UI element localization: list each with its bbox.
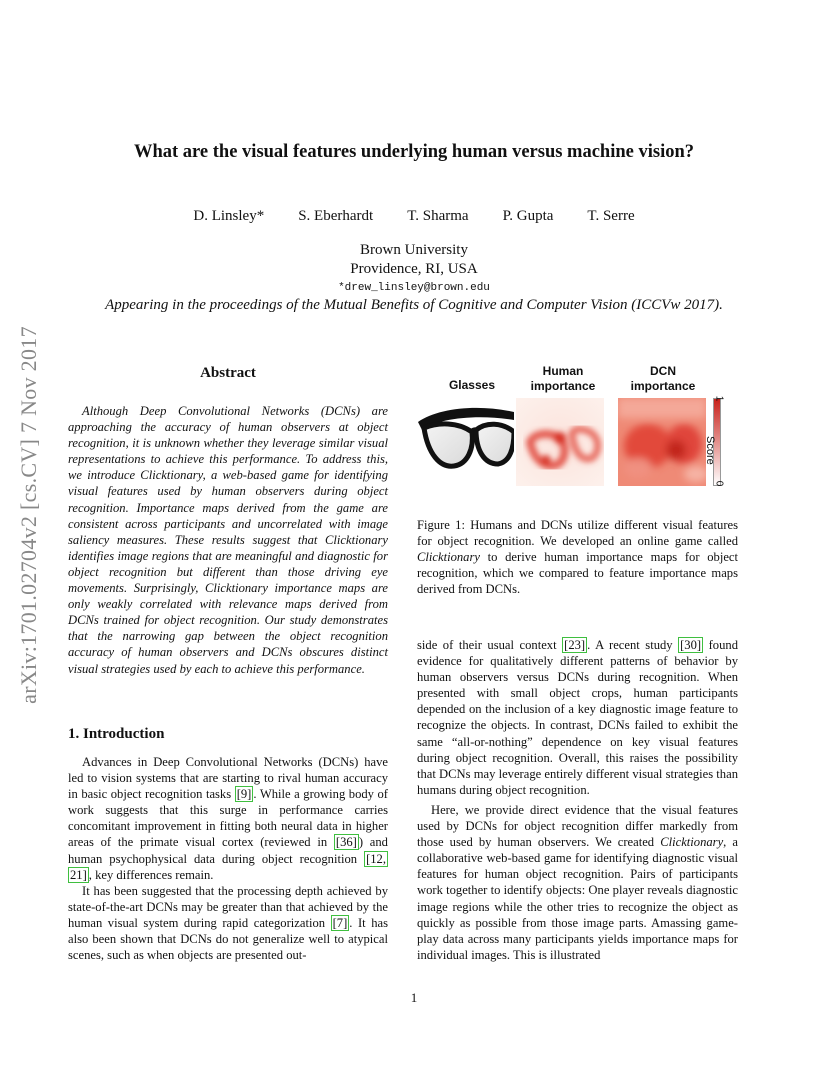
citation-link[interactable]: [36] bbox=[335, 835, 357, 850]
colorbar-max-label: 1 bbox=[713, 395, 725, 402]
figure-label-glasses: Glasses bbox=[448, 378, 496, 392]
colorbar-title: Score bbox=[704, 436, 716, 465]
author-list bbox=[0, 208, 828, 225]
arxiv-identifier bbox=[14, 290, 44, 740]
citation-link[interactable]: [23] bbox=[564, 638, 586, 652]
glasses-image bbox=[418, 398, 514, 486]
intro-paragraph: Advances in Deep Convolutional Networks (DCNs) have led to vision systems that are starting to rival human accuracy in basic object recognition tasks [9] . While a growing body of work suggests that this surge in performance carries concomitant improvement in fitting both neural data in higher areas of the primate visual cortex (reviewed in [36] ) and human psychophysical data during object recognition [12, 21] , key differences remain. bbox=[68, 755, 388, 882]
venue-note: Appearing in the proceedings of the Mutual Benefits of Cognitive and Computer Vision (ICCVw 2017). bbox=[105, 297, 723, 313]
section-heading-introduction: 1. Introduction bbox=[68, 726, 165, 742]
author-name: D. Linsley* bbox=[193, 208, 265, 224]
colorbar-min-label: 0 bbox=[713, 480, 725, 487]
affiliation: Brown University bbox=[360, 242, 468, 258]
dcn-importance-map bbox=[618, 398, 706, 486]
body-paragraph: side of their usual context [23] . A recent study [30] found evidence for qualitatively different patterns of behavior by human observers versus DCNs during recognition. When presented with small object crops, human participants depended on the inclusion of a key diagnostic image feature to recognize the objects. In contrast, DCNs failed to exhibit the same “all-or-nothing” dependence on key visual features during object recognition. Overall, this raises the possibility that DCNs may leverage entirely different visual strategies than humans during object recognition. bbox=[417, 638, 738, 797]
author-name: S. Eberhardt bbox=[298, 208, 374, 224]
page-number: 1 bbox=[410, 990, 418, 1005]
citation-link[interactable]: [30] bbox=[680, 638, 702, 652]
author-name: T. Serre bbox=[587, 208, 635, 224]
abstract-text: Although Deep Convolutional Networks (DCNs) are approaching the accuracy of human observers at object recognition, it is unknown whether they leverage similar visual representations to achieve this performance. To address this, we introduce Clicktionary, a web-based game for identifying visual features used by human observers during object recognition. Importance maps derived from the game are consistent across participants and uncorrelated with image saliency measures. These results suggest that Clicktionary identifies image regions that are meaningful and diagnostic for object recognition but different than those driving eye movements. Surprisingly, Clicktionary importance maps are only weakly correlated with relevance maps derived from DCNs trained for object recognition. Our study demonstrates that the narrowing gap between the object recognition accuracy of human observers and DCNs obscures distinct visual strategies used by each to achieve this performance. bbox=[68, 404, 388, 676]
right-column-body bbox=[417, 637, 738, 963]
abstract-body bbox=[68, 403, 388, 677]
citation-link[interactable]: [7] bbox=[332, 915, 348, 930]
body-paragraph: Here, we provide direct evidence that the visual features used by DCNs for object recognition differ markedly from those used by human observers. We created Clicktionary, a collaborative web-based game for identifying diagnostic visual features for human object recognition. Pairs of participants work together to identify objects: One player reveals diagnostic image regions while the other tries to recognize the object as quickly as possible from those image parts. Amassing game-play data across many participants yields importance maps for individual images. This is illustrated bbox=[417, 802, 739, 962]
author-name: T. Sharma bbox=[407, 208, 469, 224]
citation-link[interactable]: [12, bbox=[366, 851, 386, 866]
figure-caption: Figure 1: Humans and DCNs utilize different visual features for object recognition. We developed an online game called Clicktionary to derive human importance maps for object recognition, which we compared to feature importance maps derived from DCNs. bbox=[417, 518, 738, 597]
figure-label-dcn: DCN importance bbox=[630, 364, 696, 393]
introduction-body bbox=[68, 754, 388, 963]
citation-link[interactable]: 21] bbox=[70, 867, 87, 882]
abstract-heading: Abstract bbox=[200, 365, 256, 381]
human-importance-map bbox=[516, 398, 604, 486]
location: Providence, RI, USA bbox=[350, 261, 478, 277]
citation-link[interactable]: [9] bbox=[236, 787, 252, 802]
figure-label-human: Human importance bbox=[530, 364, 596, 393]
intro-paragraph: It has been suggested that the processing depth achieved by state-of-the-art DCNs may be greater than that achieved by the human visual system during rapid categorization [7] . It has also been shown that DCNs do not generalize well to atypical scenes, such as when objects are presented out- bbox=[68, 883, 388, 963]
paper-title: What are the visual features underlying human versus machine vision? bbox=[133, 142, 694, 162]
author-name: P. Gupta bbox=[502, 208, 554, 224]
author-email[interactable]: *drew_linsley@brown.edu bbox=[338, 282, 490, 294]
arxiv-identifier-text: arXiv:1701.02704v2 [cs.CV] 7 Nov 2017 bbox=[16, 326, 41, 704]
